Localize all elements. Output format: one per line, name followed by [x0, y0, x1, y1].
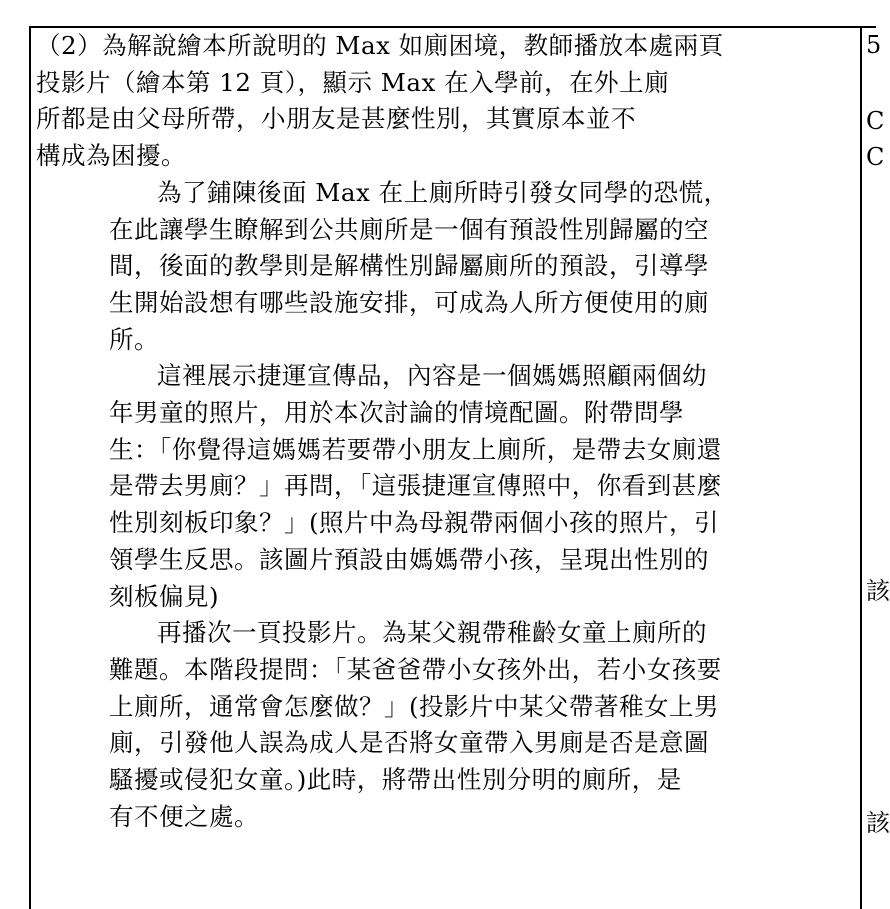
table-column-divider: [860, 26, 862, 909]
text-line: 所都是由父母所帶，小朋友是甚麼性別，其實原本並不: [36, 104, 636, 134]
text-line: 為了鋪陳後面 Max 在上廁所時引發女同學的恐慌，: [157, 177, 729, 207]
lesson-content-cell: [36, 28, 858, 835]
paragraph-mrt-poster: [36, 358, 858, 615]
text-line: 構成為困擾。: [36, 141, 186, 171]
table-border-left: [29, 26, 31, 909]
text-line: 性別刻板印象？」(照片中為母親帶兩個小孩的照片，引: [109, 508, 720, 538]
text-line: 廁，引發他人誤為成人是否將女童帶入男廁是否是意圖: [109, 728, 709, 758]
text-line: 刻板偏見): [109, 581, 220, 611]
right-column-text: 該: [866, 577, 890, 605]
list-item-2: [36, 28, 858, 175]
text-line: （2）為解說繪本所說明的 Max 如廁困境，教師播放本處兩頁: [36, 31, 724, 60]
text-line: 上廁所，通常會怎麼做？」(投影片中某父帶著稚女上男: [109, 691, 720, 721]
text-line: 領學生反思。該圖片預設由媽媽帶小孩，呈現出性別的: [109, 544, 709, 574]
text-line: 這裡展示捷運宣傳品，內容是一個媽媽照顧兩個幼: [157, 361, 707, 391]
text-line: 投影片（繪本第 12 頁），顯示 Max 在入學前，在外上廁: [36, 67, 670, 97]
text-line: 所。: [109, 324, 159, 354]
paragraph-restroom-space: [36, 175, 858, 359]
right-column-text: 5: [866, 31, 882, 59]
text-line: 有不便之處。: [109, 801, 259, 831]
text-line: 在此讓學生瞭解到公共廁所是一個有預設性別歸屬的空: [109, 214, 709, 244]
paragraph-father-daughter: [36, 615, 858, 835]
text-line: 再播次一頁投影片。為某父親帶稚齡女童上廁所的: [157, 618, 707, 648]
text-line: 年男童的照片，用於本次討論的情境配圖。附帶問學: [109, 398, 684, 428]
right-column-text: 該: [866, 809, 890, 837]
text-line: 難題。本階段提問：「某爸爸帶小女孩外出，若小女孩要: [109, 654, 722, 684]
text-line: 生開始設想有哪些設施安排，可成為人所方便使用的廁: [109, 287, 709, 317]
right-column-text: C: [866, 143, 885, 171]
text-line: 生：「你覺得這媽媽若要帶小朋友上廁所，是帶去女廁還: [109, 434, 722, 464]
text-line: 是帶去男廁？」再問，「這張捷運宣傳照中，你看到甚麼: [109, 471, 722, 501]
text-line: 騷擾或侵犯女童。)此時，將帶出性別分明的廁所，是: [109, 765, 682, 795]
text-line: 間，後面的教學則是解構性別歸屬廁所的預設，引導學: [109, 251, 709, 281]
right-column-text: C: [866, 107, 885, 135]
